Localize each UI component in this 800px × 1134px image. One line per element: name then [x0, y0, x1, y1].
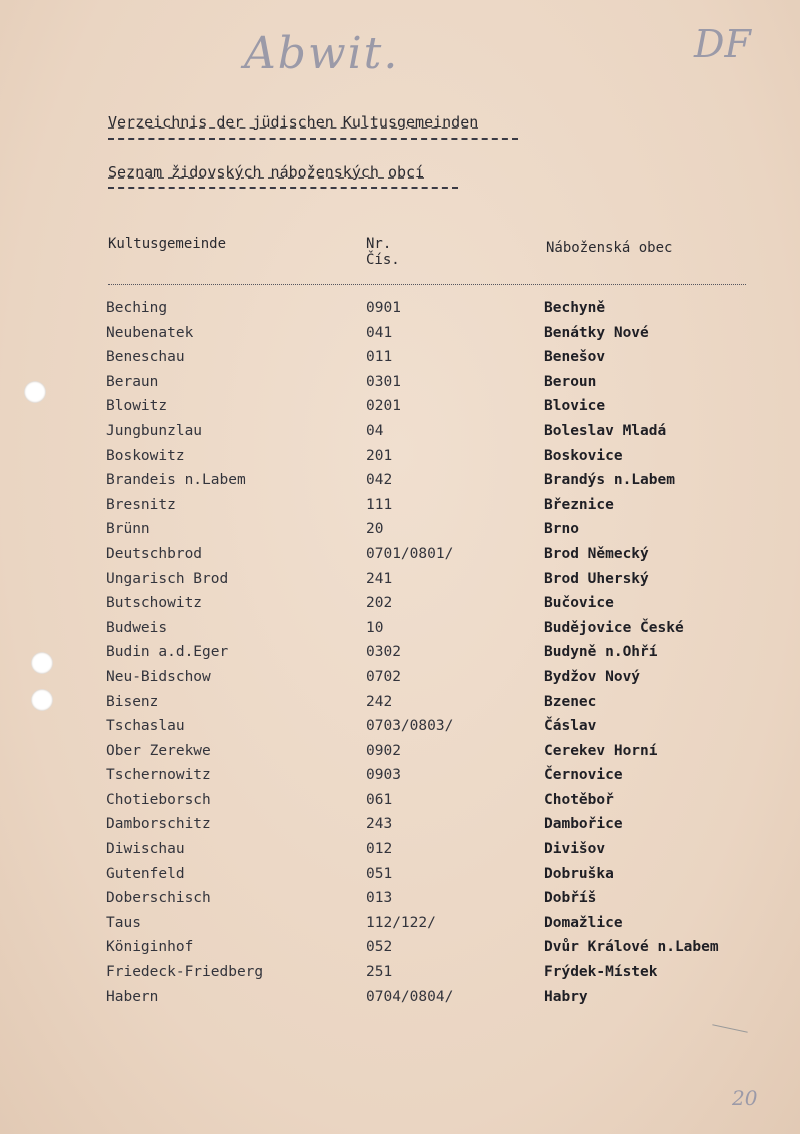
table-row: [0, 694, 800, 719]
community-german: Budin a.d.Eger: [106, 644, 229, 661]
community-german: Neu-Bidschow: [106, 668, 211, 685]
community-german: Habern: [106, 988, 159, 1005]
community-list: [0, 300, 800, 1013]
community-german: Neubenatek: [106, 324, 194, 341]
table-row: [0, 718, 800, 743]
community-number: 0301: [366, 373, 401, 390]
community-number: 0703/0803/: [366, 718, 454, 735]
column-header-number: [366, 236, 400, 268]
community-czech: Boskovice: [544, 447, 623, 464]
community-german: Budweis: [106, 619, 168, 636]
community-czech: Chotěboř: [544, 791, 614, 808]
community-czech: Boleslav Mladá: [544, 422, 667, 439]
community-number: 013: [366, 890, 393, 907]
community-number: 0302: [366, 644, 401, 661]
community-czech: Habry: [544, 988, 588, 1005]
community-number: 042: [366, 472, 393, 489]
community-czech: Benátky Nové: [544, 324, 649, 341]
table-row: [0, 915, 800, 940]
community-number: 052: [366, 939, 393, 956]
community-number: 0201: [366, 398, 401, 415]
community-czech: Dambořice: [544, 816, 623, 833]
table-row: [0, 669, 800, 694]
community-czech: Březnice: [544, 496, 614, 513]
heading-underline: [108, 187, 458, 189]
handwritten-note: Abwit.: [244, 28, 400, 79]
community-german: Königinhof: [106, 939, 194, 956]
punch-hole: [24, 381, 46, 403]
community-number: 241: [366, 570, 393, 587]
community-czech: Dobříš: [544, 890, 597, 907]
community-number: 041: [366, 324, 393, 341]
community-german: Butschowitz: [106, 595, 203, 612]
community-czech: Brno: [544, 521, 579, 538]
community-number: 012: [366, 841, 393, 858]
community-german: Brünn: [106, 521, 150, 538]
community-czech: Černovice: [544, 767, 623, 784]
community-german: Ober Zerekwe: [106, 742, 211, 759]
community-number: 10: [366, 619, 384, 636]
community-czech: Frýdek-Místek: [544, 964, 658, 981]
community-number: 0702: [366, 668, 401, 685]
community-czech: Bzenec: [544, 693, 597, 710]
table-row: [0, 325, 800, 350]
community-number: 011: [366, 349, 393, 366]
community-number: 04: [366, 422, 384, 439]
community-number: 0901: [366, 300, 401, 316]
table-row: [0, 521, 800, 546]
table-row: [0, 595, 800, 620]
community-czech: Bučovice: [544, 595, 614, 612]
community-czech: Dobruška: [544, 865, 614, 882]
community-german: Beraun: [106, 373, 159, 390]
column-header-number-cs: Čís.: [366, 252, 400, 268]
column-header-number-de: Nr.: [366, 236, 392, 252]
heading-german: Verzeichnis der jüdischen Kultusgemeinden: [108, 113, 479, 131]
community-czech: Cerekev Horní: [544, 742, 658, 759]
table-row: [0, 300, 800, 325]
community-number: 061: [366, 791, 393, 808]
table-row: [0, 423, 800, 448]
table-row: [0, 374, 800, 399]
community-german: Tschernowitz: [106, 767, 211, 784]
column-header-german: Kultusgemeinde: [108, 236, 227, 252]
community-number: 251: [366, 964, 393, 981]
punch-hole: [31, 689, 53, 711]
table-row: [0, 989, 800, 1014]
community-german: Jungbunzlau: [106, 422, 203, 439]
table-row: [0, 571, 800, 596]
community-number: 20: [366, 521, 384, 538]
community-german: Gutenfeld: [106, 865, 185, 882]
community-german: Deutschbrod: [106, 545, 203, 562]
heading-underline: [108, 138, 518, 140]
community-czech: Dvůr Králové n.Labem: [544, 939, 719, 956]
table-row: [0, 890, 800, 915]
community-german: Diwischau: [106, 841, 185, 858]
community-number: 0902: [366, 742, 401, 759]
table-row: [0, 620, 800, 645]
community-number: 112/122/: [366, 914, 436, 931]
table-row: [0, 743, 800, 768]
community-czech: Benešov: [544, 349, 606, 366]
community-czech: Brandýs n.Labem: [544, 472, 675, 489]
community-czech: Budějovice České: [544, 619, 684, 636]
community-german: Taus: [106, 914, 141, 931]
community-czech: Blovice: [544, 398, 606, 415]
community-german: Ungarisch Brod: [106, 570, 229, 587]
community-number: 201: [366, 447, 393, 464]
community-number: 051: [366, 865, 393, 882]
table-row: [0, 644, 800, 669]
community-german: Boskowitz: [106, 447, 185, 464]
header-rule: [108, 284, 746, 285]
community-german: Bresnitz: [106, 496, 176, 513]
community-czech: Čáslav: [544, 718, 597, 735]
community-german: Beching: [106, 300, 168, 316]
community-czech: Domažlice: [544, 914, 623, 931]
community-german: Damborschitz: [106, 816, 211, 833]
pencil-mark: [712, 1024, 747, 1032]
table-row: [0, 816, 800, 841]
table-row: [0, 939, 800, 964]
community-czech: Beroun: [544, 373, 597, 390]
community-czech: Bydžov Nový: [544, 668, 641, 685]
community-number: 0701/0801/: [366, 545, 454, 562]
community-german: Blowitz: [106, 398, 168, 415]
community-number: 202: [366, 595, 393, 612]
heading-czech: Seznam židovských náboženských obcí: [108, 163, 425, 181]
punch-hole: [31, 652, 53, 674]
community-czech: Brod Uherský: [544, 570, 649, 587]
community-number: 242: [366, 693, 393, 710]
community-number: 0704/0804/: [366, 988, 454, 1005]
column-header-czech: Náboženská obec: [546, 240, 673, 256]
community-number: 111: [366, 496, 393, 513]
community-german: Chotieborsch: [106, 791, 211, 808]
community-number: 243: [366, 816, 393, 833]
table-row: [0, 866, 800, 891]
table-row: [0, 792, 800, 817]
community-number: 0903: [366, 767, 401, 784]
table-row: [0, 448, 800, 473]
table-row: [0, 546, 800, 571]
community-german: Bisenz: [106, 693, 159, 710]
community-german: Friedeck-Friedberg: [106, 964, 264, 981]
page-number: 20: [732, 1086, 758, 1110]
community-german: Tschaslau: [106, 718, 185, 735]
table-row: [0, 841, 800, 866]
community-german: Beneschau: [106, 349, 185, 366]
community-czech: Brod Německý: [544, 545, 649, 562]
table-row: [0, 398, 800, 423]
community-german: Brandeis n.Labem: [106, 472, 246, 489]
community-czech: Bechyně: [544, 300, 606, 316]
table-row: [0, 767, 800, 792]
community-german: Doberschisch: [106, 890, 211, 907]
table-row: [0, 497, 800, 522]
table-row: [0, 472, 800, 497]
community-czech: Budyně n.Ohří: [544, 644, 658, 661]
community-czech: Divišov: [544, 841, 606, 858]
table-row: [0, 349, 800, 374]
handwritten-initials: DF: [694, 22, 751, 66]
table-row: [0, 964, 800, 989]
